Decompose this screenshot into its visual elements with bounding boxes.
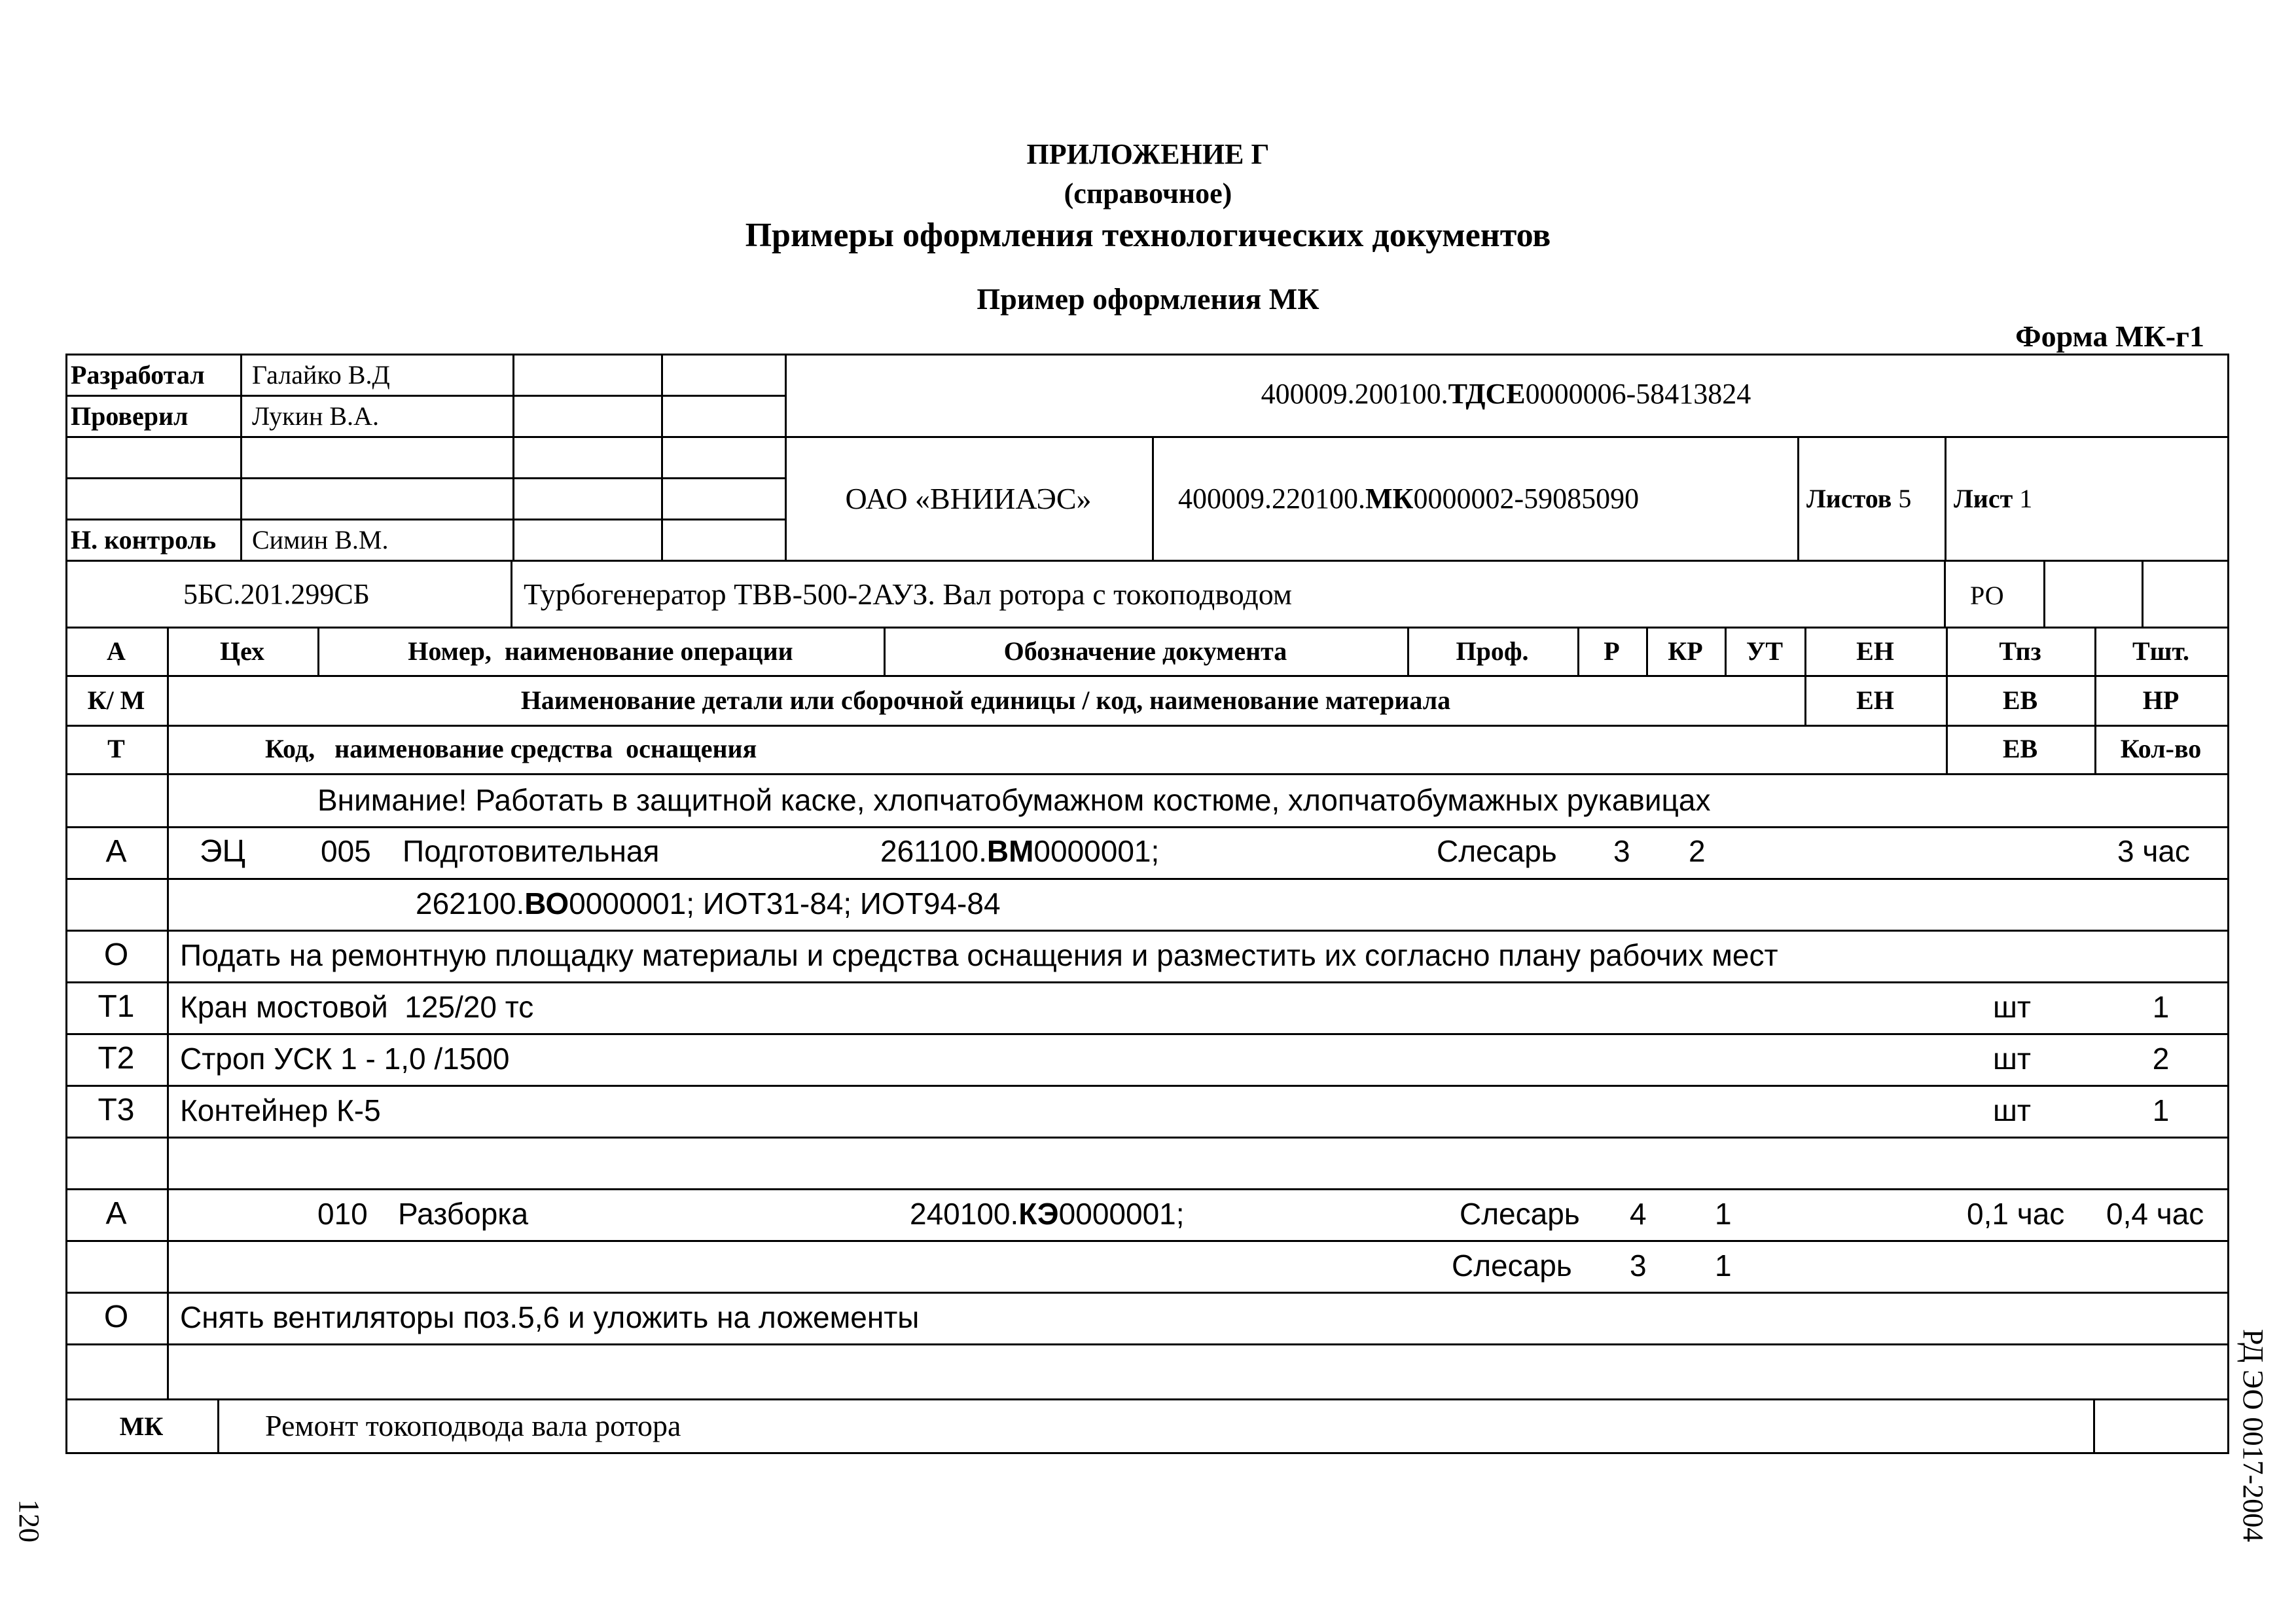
op2-tsht: 0,4 час xyxy=(2106,1197,2204,1231)
tool-1-name: Кран мостовой 125/20 тс xyxy=(180,990,534,1024)
step2-type: О xyxy=(103,1300,129,1334)
op2-profession: Слесарь xyxy=(1460,1197,1580,1231)
tool-1-unit: шт xyxy=(1993,990,2031,1024)
op2-kr: 1 xyxy=(1715,1197,1732,1231)
sheet-number: Лист 1 xyxy=(1954,484,2033,513)
op1-shop: ЭЦ xyxy=(200,834,246,869)
op1-type: А xyxy=(105,834,127,869)
op1-rank: 3 xyxy=(1613,834,1630,868)
tool-1-qty: 1 xyxy=(2152,990,2170,1024)
ncontrol-label: Н. контроль xyxy=(71,525,217,555)
checked-name: Лукин В.А. xyxy=(252,401,379,431)
op1-name: Подготовительная xyxy=(403,834,660,868)
developed-name: Галайко В.Д xyxy=(252,360,390,390)
col-ev-2: ЕВ xyxy=(2002,734,2038,763)
product-name: Турбогенератор ТВВ-500-2АУЗ. Вал ротора с токоподводом xyxy=(524,577,1293,611)
op1-profession: Слесарь xyxy=(1437,834,1557,868)
col-tool-name: Код, наименование средства оснащения xyxy=(265,734,757,763)
sheets-total: Листов 5 xyxy=(1806,484,1912,513)
product-code: 5БС.201.299СБ xyxy=(183,578,370,610)
tool-2-type: Т2 xyxy=(98,1041,135,1076)
op1-document: 261100.ВМ0000001; xyxy=(880,834,1160,868)
op1-number: 005 xyxy=(321,834,371,868)
mk-description: Ремонт токоподвода вала ротора xyxy=(265,1409,681,1442)
op2-type: А xyxy=(105,1196,127,1231)
col-kr: КР xyxy=(1668,636,1703,666)
op2-extra-rank: 3 xyxy=(1630,1249,1647,1283)
step2-text: Снять вентиляторы поз.5,6 и уложить на ложементы xyxy=(180,1300,920,1334)
ro-label: РО xyxy=(1970,581,2004,610)
col-document: Обозначение документа xyxy=(1003,636,1287,666)
col-km: К/ М xyxy=(87,685,145,715)
mk-label: МК xyxy=(119,1412,164,1441)
col-a: А xyxy=(107,636,126,666)
col-profession: Проф. xyxy=(1456,636,1529,666)
tdse-code: 400009.200100.ТДСЕ0000006-58413824 xyxy=(1261,378,1751,410)
op1-tsht: 3 час xyxy=(2117,834,2190,868)
col-r: Р xyxy=(1604,636,1620,666)
document-code: РД ЭО 0017-2004 xyxy=(2237,1329,2269,1542)
col-en: ЕН xyxy=(1856,636,1894,666)
step1-text: Подать на ремонтную площадку материалы и средства оснащения и разместить их согласно плану рабочих мест xyxy=(180,938,1778,972)
appendix-heading: ПРИЛОЖЕНИЕ Г xyxy=(1026,138,1270,170)
ncontrol-name: Симин В.М. xyxy=(252,525,389,555)
col-t: Т xyxy=(107,734,125,763)
col-ev: ЕВ xyxy=(2002,685,2038,715)
col-part-name: Наименование детали или сборочной единицы / код, наименование материала xyxy=(520,685,1451,715)
op1-kr: 2 xyxy=(1689,834,1706,868)
tool-3-unit: шт xyxy=(1993,1093,2031,1127)
col-qty: Кол-во xyxy=(2120,734,2202,763)
op2-number: 010 xyxy=(317,1197,368,1231)
col-tsht: Тшт. xyxy=(2132,636,2190,666)
form-label: Форма МК-г1 xyxy=(2015,319,2204,353)
op2-extra-kr: 1 xyxy=(1715,1249,1732,1283)
op1-related-docs: 262100.ВО0000001; ИОТ31-84; ИОТ94-84 xyxy=(416,886,1001,921)
page-title: Примеры оформления технологических документов xyxy=(745,217,1551,254)
col-en-2: ЕН xyxy=(1856,685,1894,715)
tool-3-qty: 1 xyxy=(2152,1093,2170,1127)
appendix-reference: (справочное) xyxy=(1064,177,1232,210)
col-tpz: Тпз xyxy=(1999,636,2041,666)
page-subtitle: Пример оформления МК xyxy=(977,282,1319,316)
tool-3-name: Контейнер К-5 xyxy=(180,1093,381,1127)
safety-warning: Внимание! Работать в защитной каске, хлопчатобумажном костюме, хлопчатобумажных рукавицах xyxy=(317,783,1711,817)
step1-type: О xyxy=(103,938,129,972)
col-shop: Цех xyxy=(219,636,265,666)
tool-3-type: Т3 xyxy=(98,1093,135,1127)
tool-2-unit: шт xyxy=(1993,1042,2031,1076)
op2-rank: 4 xyxy=(1630,1197,1647,1231)
col-nr: НР xyxy=(2142,685,2179,715)
col-ut: УТ xyxy=(1746,636,1784,666)
tool-2-name: Строп УСК 1 - 1,0 /1500 xyxy=(180,1042,510,1076)
op2-tpz: 0,1 час xyxy=(1967,1197,2065,1231)
col-operation: Номер, наименование операции xyxy=(408,636,793,666)
tool-1-type: Т1 xyxy=(98,989,135,1024)
organization-name: ОАО «ВНИИАЭС» xyxy=(845,482,1092,515)
checked-label: Проверил xyxy=(71,401,188,431)
op2-document: 240100.КЭ0000001; xyxy=(910,1197,1185,1231)
op2-extra-profession: Слесарь xyxy=(1452,1249,1572,1283)
mk-code: 400009.220100.МК0000002-59085090 xyxy=(1178,483,1640,515)
developed-label: Разработал xyxy=(71,360,205,390)
tool-2-qty: 2 xyxy=(2152,1042,2170,1076)
page-number: 120 xyxy=(13,1499,45,1542)
op2-name: Разборка xyxy=(398,1197,529,1231)
